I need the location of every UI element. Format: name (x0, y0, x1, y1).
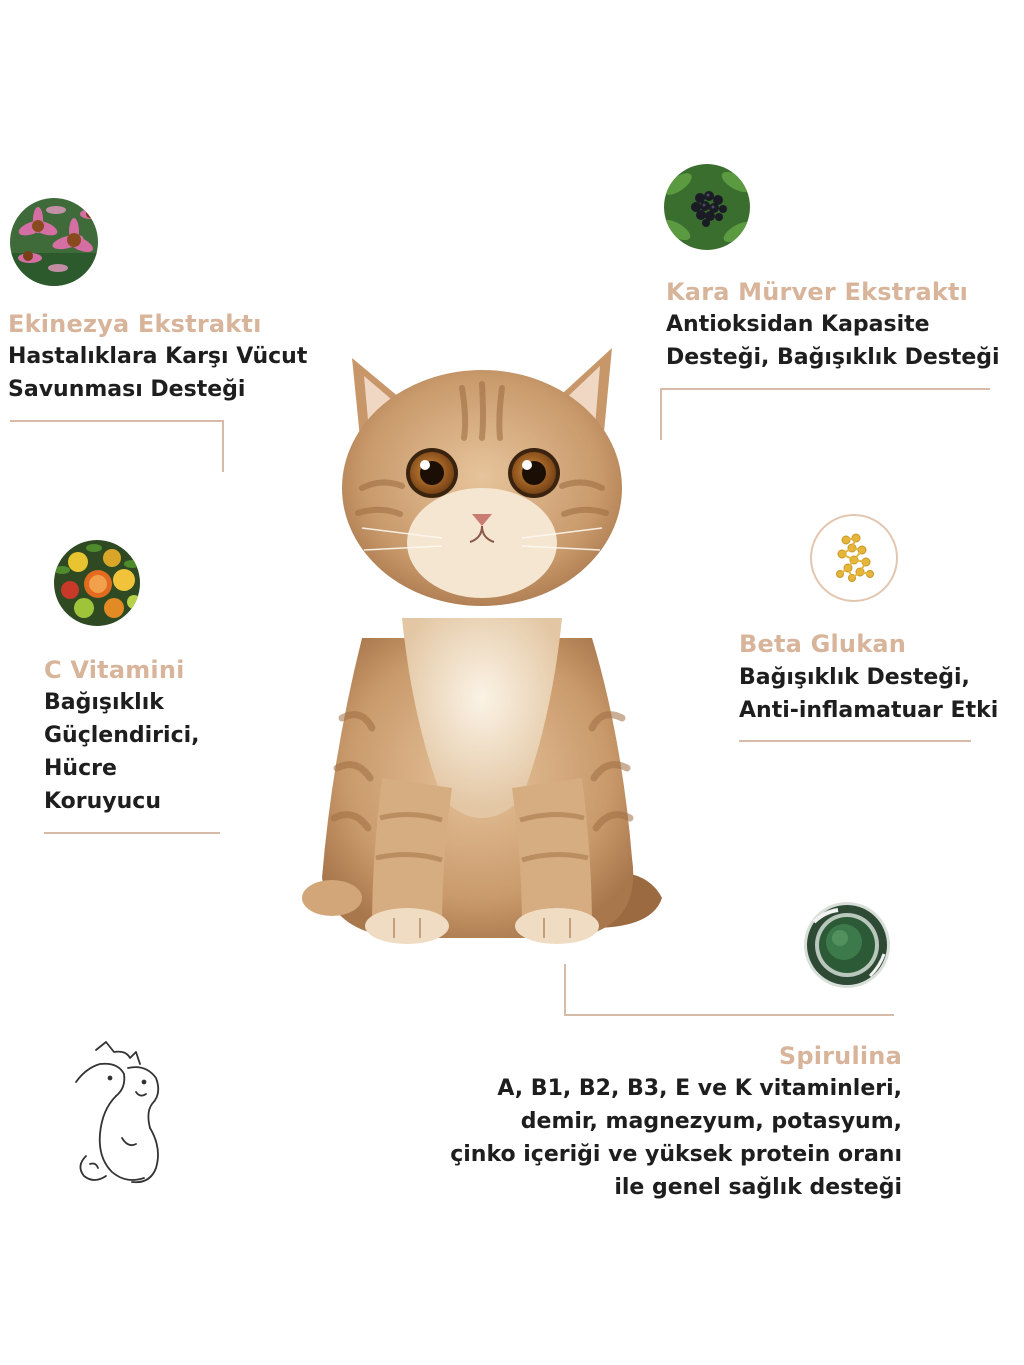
description-line: ile genel sağlık desteği (614, 1175, 902, 1200)
description-line: Desteği, Bağışıklık Desteği (666, 345, 1000, 370)
divider (564, 964, 566, 1016)
description-line: demir, magnezyum, potasyum, (520, 1109, 902, 1134)
echinacea-flower-icon (10, 198, 98, 286)
item-title: Ekinezya Ekstraktı (8, 310, 262, 338)
citrus-fruit-icon (54, 540, 140, 626)
item-description (450, 1072, 902, 1204)
item-title: Kara Mürver Ekstraktı (666, 278, 969, 306)
description-line: Koruyucu (44, 789, 161, 814)
spirulina-icon (804, 902, 890, 988)
description-line: Hücre (44, 756, 117, 781)
description-line: Bağışıklık (44, 690, 164, 715)
beta-glucan-molecule-icon (810, 514, 898, 602)
item-title: C Vitamini (44, 656, 185, 684)
description-line: Hastalıklara Karşı Vücut (8, 344, 308, 369)
item-description (666, 308, 1000, 374)
item-description (44, 686, 200, 818)
item-description (8, 340, 307, 406)
item-description (739, 661, 998, 727)
description-line: Bağışıklık Desteği, (739, 665, 970, 690)
sitting-kitten-photo (292, 338, 672, 948)
divider (44, 832, 220, 834)
elderberry-icon (664, 164, 750, 250)
divider (222, 420, 224, 472)
description-line: Anti-inflamatuar Etki (739, 698, 999, 723)
divider (739, 740, 971, 742)
divider (564, 1014, 894, 1016)
description-line: A, B1, B2, B3, E ve K vitaminleri, (497, 1076, 902, 1101)
description-line: Antioksidan Kapasite (666, 312, 930, 337)
cat-dog-line-logo (66, 1038, 176, 1190)
divider (660, 388, 990, 390)
divider (10, 420, 224, 422)
description-line: Savunması Desteği (8, 377, 246, 402)
description-line: Güçlendirici, (44, 723, 200, 748)
item-title: Beta Glukan (739, 630, 907, 658)
description-line: çinko içeriği ve yüksek protein oranı (450, 1142, 902, 1167)
item-title: Spirulina (778, 1042, 902, 1070)
